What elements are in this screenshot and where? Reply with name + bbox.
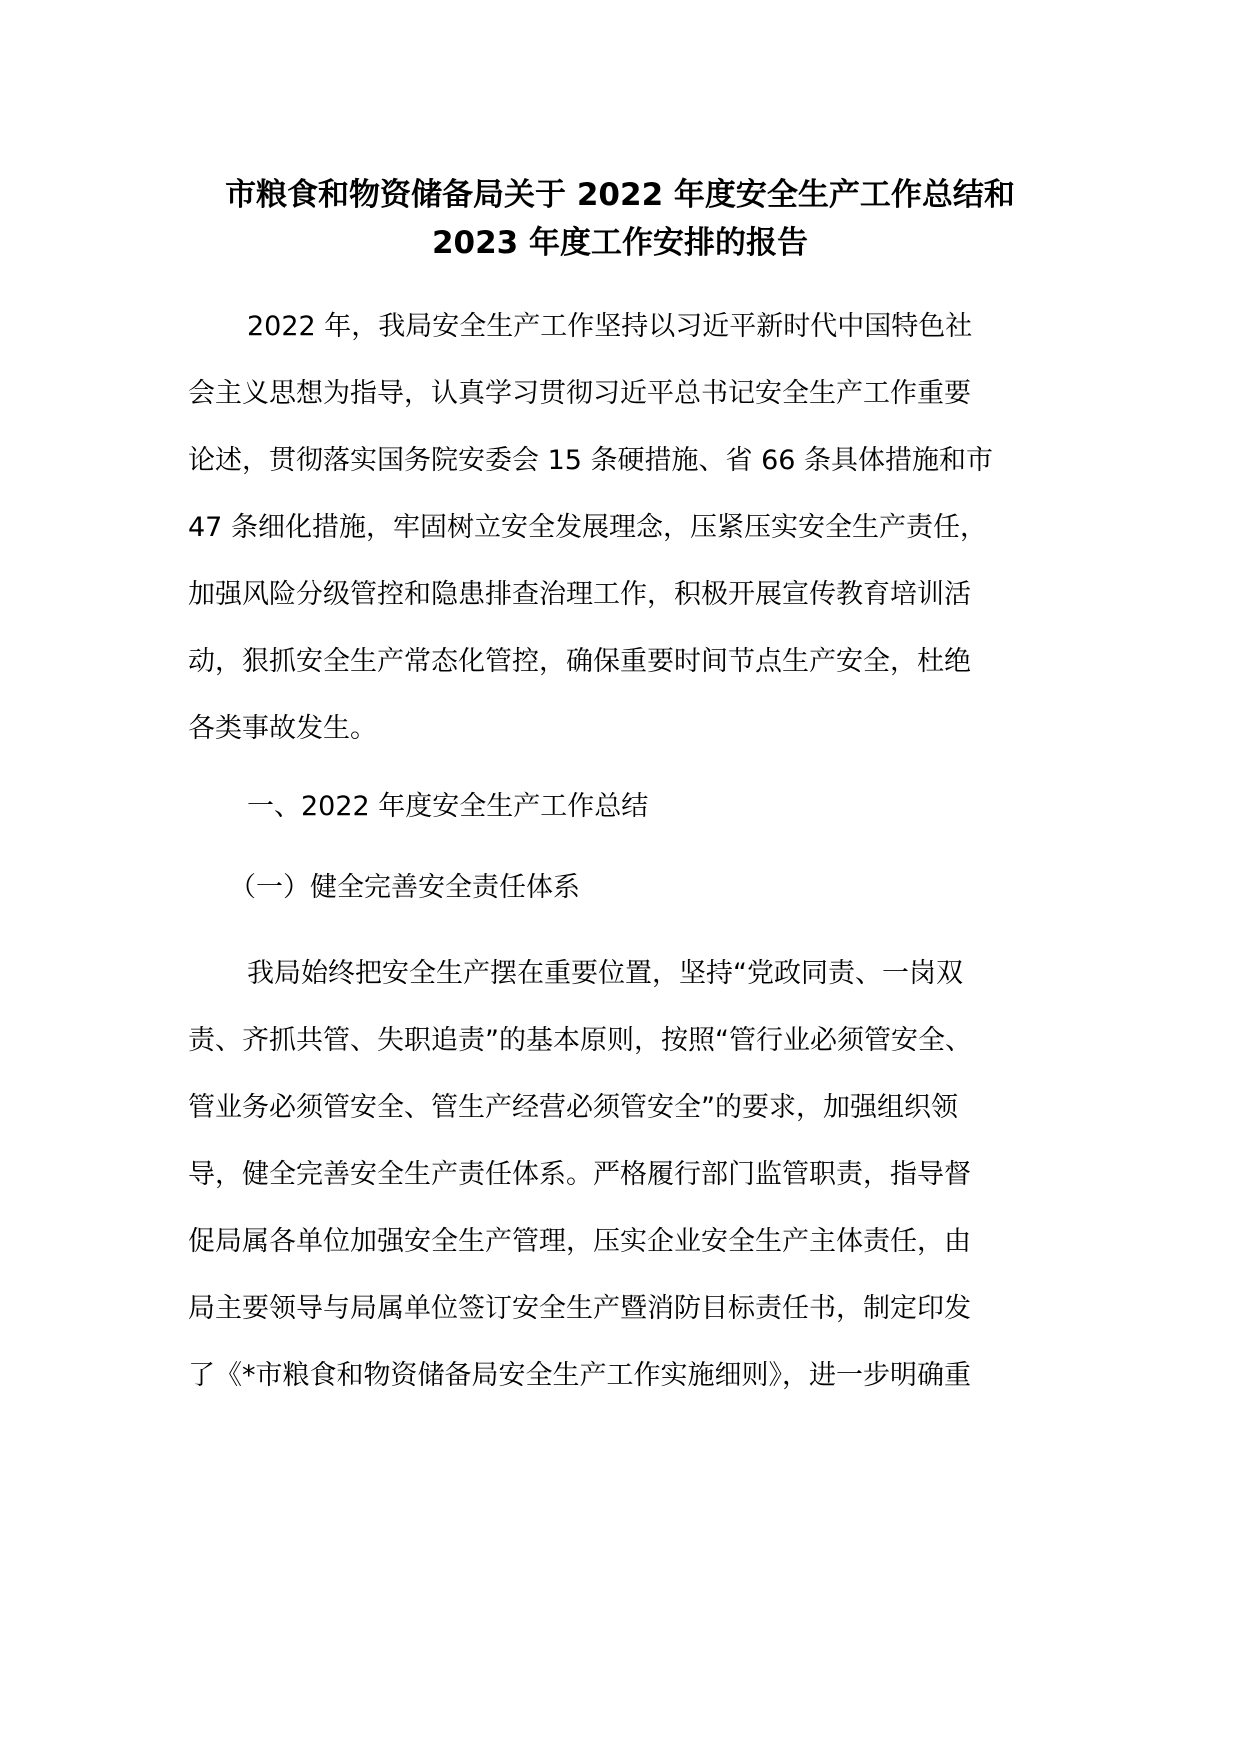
paragraph-line: 责、齐抓共管、失职追责”的基本原则，按照“管行业必须管安全、 bbox=[188, 1025, 972, 1056]
paragraph-line: 我局始终把安全生产摆在重要位置，坚持“党政同责、一岗双 bbox=[247, 958, 963, 989]
paragraph-line: 会主义思想为指导，认真学习贯彻习近平总书记安全生产工作重要 bbox=[188, 378, 971, 409]
paragraph-line: 各类事故发生。 bbox=[188, 713, 377, 744]
paragraph-line: 导，健全完善安全生产责任体系。严格履行部门监管职责，指导督 bbox=[188, 1159, 971, 1190]
paragraph-line: 管业务必须管安全、管生产经营必须管安全”的要求，加强组织领 bbox=[188, 1092, 958, 1123]
paragraph-line: 论述，贯彻落实国务院安委会 15 条硬措施、省 66 条具体措施和市 bbox=[188, 445, 994, 476]
paragraph-line: 促局属各单位加强安全生产管理，压实企业安全生产主体责任，由 bbox=[188, 1226, 971, 1257]
paragraph-line: 动，狠抓安全生产常态化管控，确保重要时间节点生产安全，杜绝 bbox=[188, 646, 971, 677]
paragraph-line: 了《*市粮食和物资储备局安全生产工作实施细则》，进一步明确重 bbox=[188, 1360, 971, 1391]
subsection-heading: （一）健全完善安全责任体系 bbox=[229, 872, 580, 903]
section-heading: 一、2022 年度安全生产工作总结 bbox=[247, 791, 649, 822]
document-title-line-1: 市粮食和物资储备局关于 2022 年度安全生产工作总结和 bbox=[225, 177, 1015, 213]
paragraph-line: 加强风险分级管控和隐患排查治理工作，积极开展宣传教育培训活 bbox=[188, 579, 971, 610]
paragraph-line: 局主要领导与局属单位签订安全生产暨消防目标责任书，制定印发 bbox=[188, 1293, 971, 1324]
document-title-line-2: 2023 年度工作安排的报告 bbox=[431, 225, 809, 261]
paragraph-line: 47 条细化措施，牢固树立安全发展理念，压紧压实安全生产责任， bbox=[188, 512, 987, 543]
paragraph-line: 2022 年，我局安全生产工作坚持以习近平新时代中国特色社 bbox=[247, 311, 973, 342]
